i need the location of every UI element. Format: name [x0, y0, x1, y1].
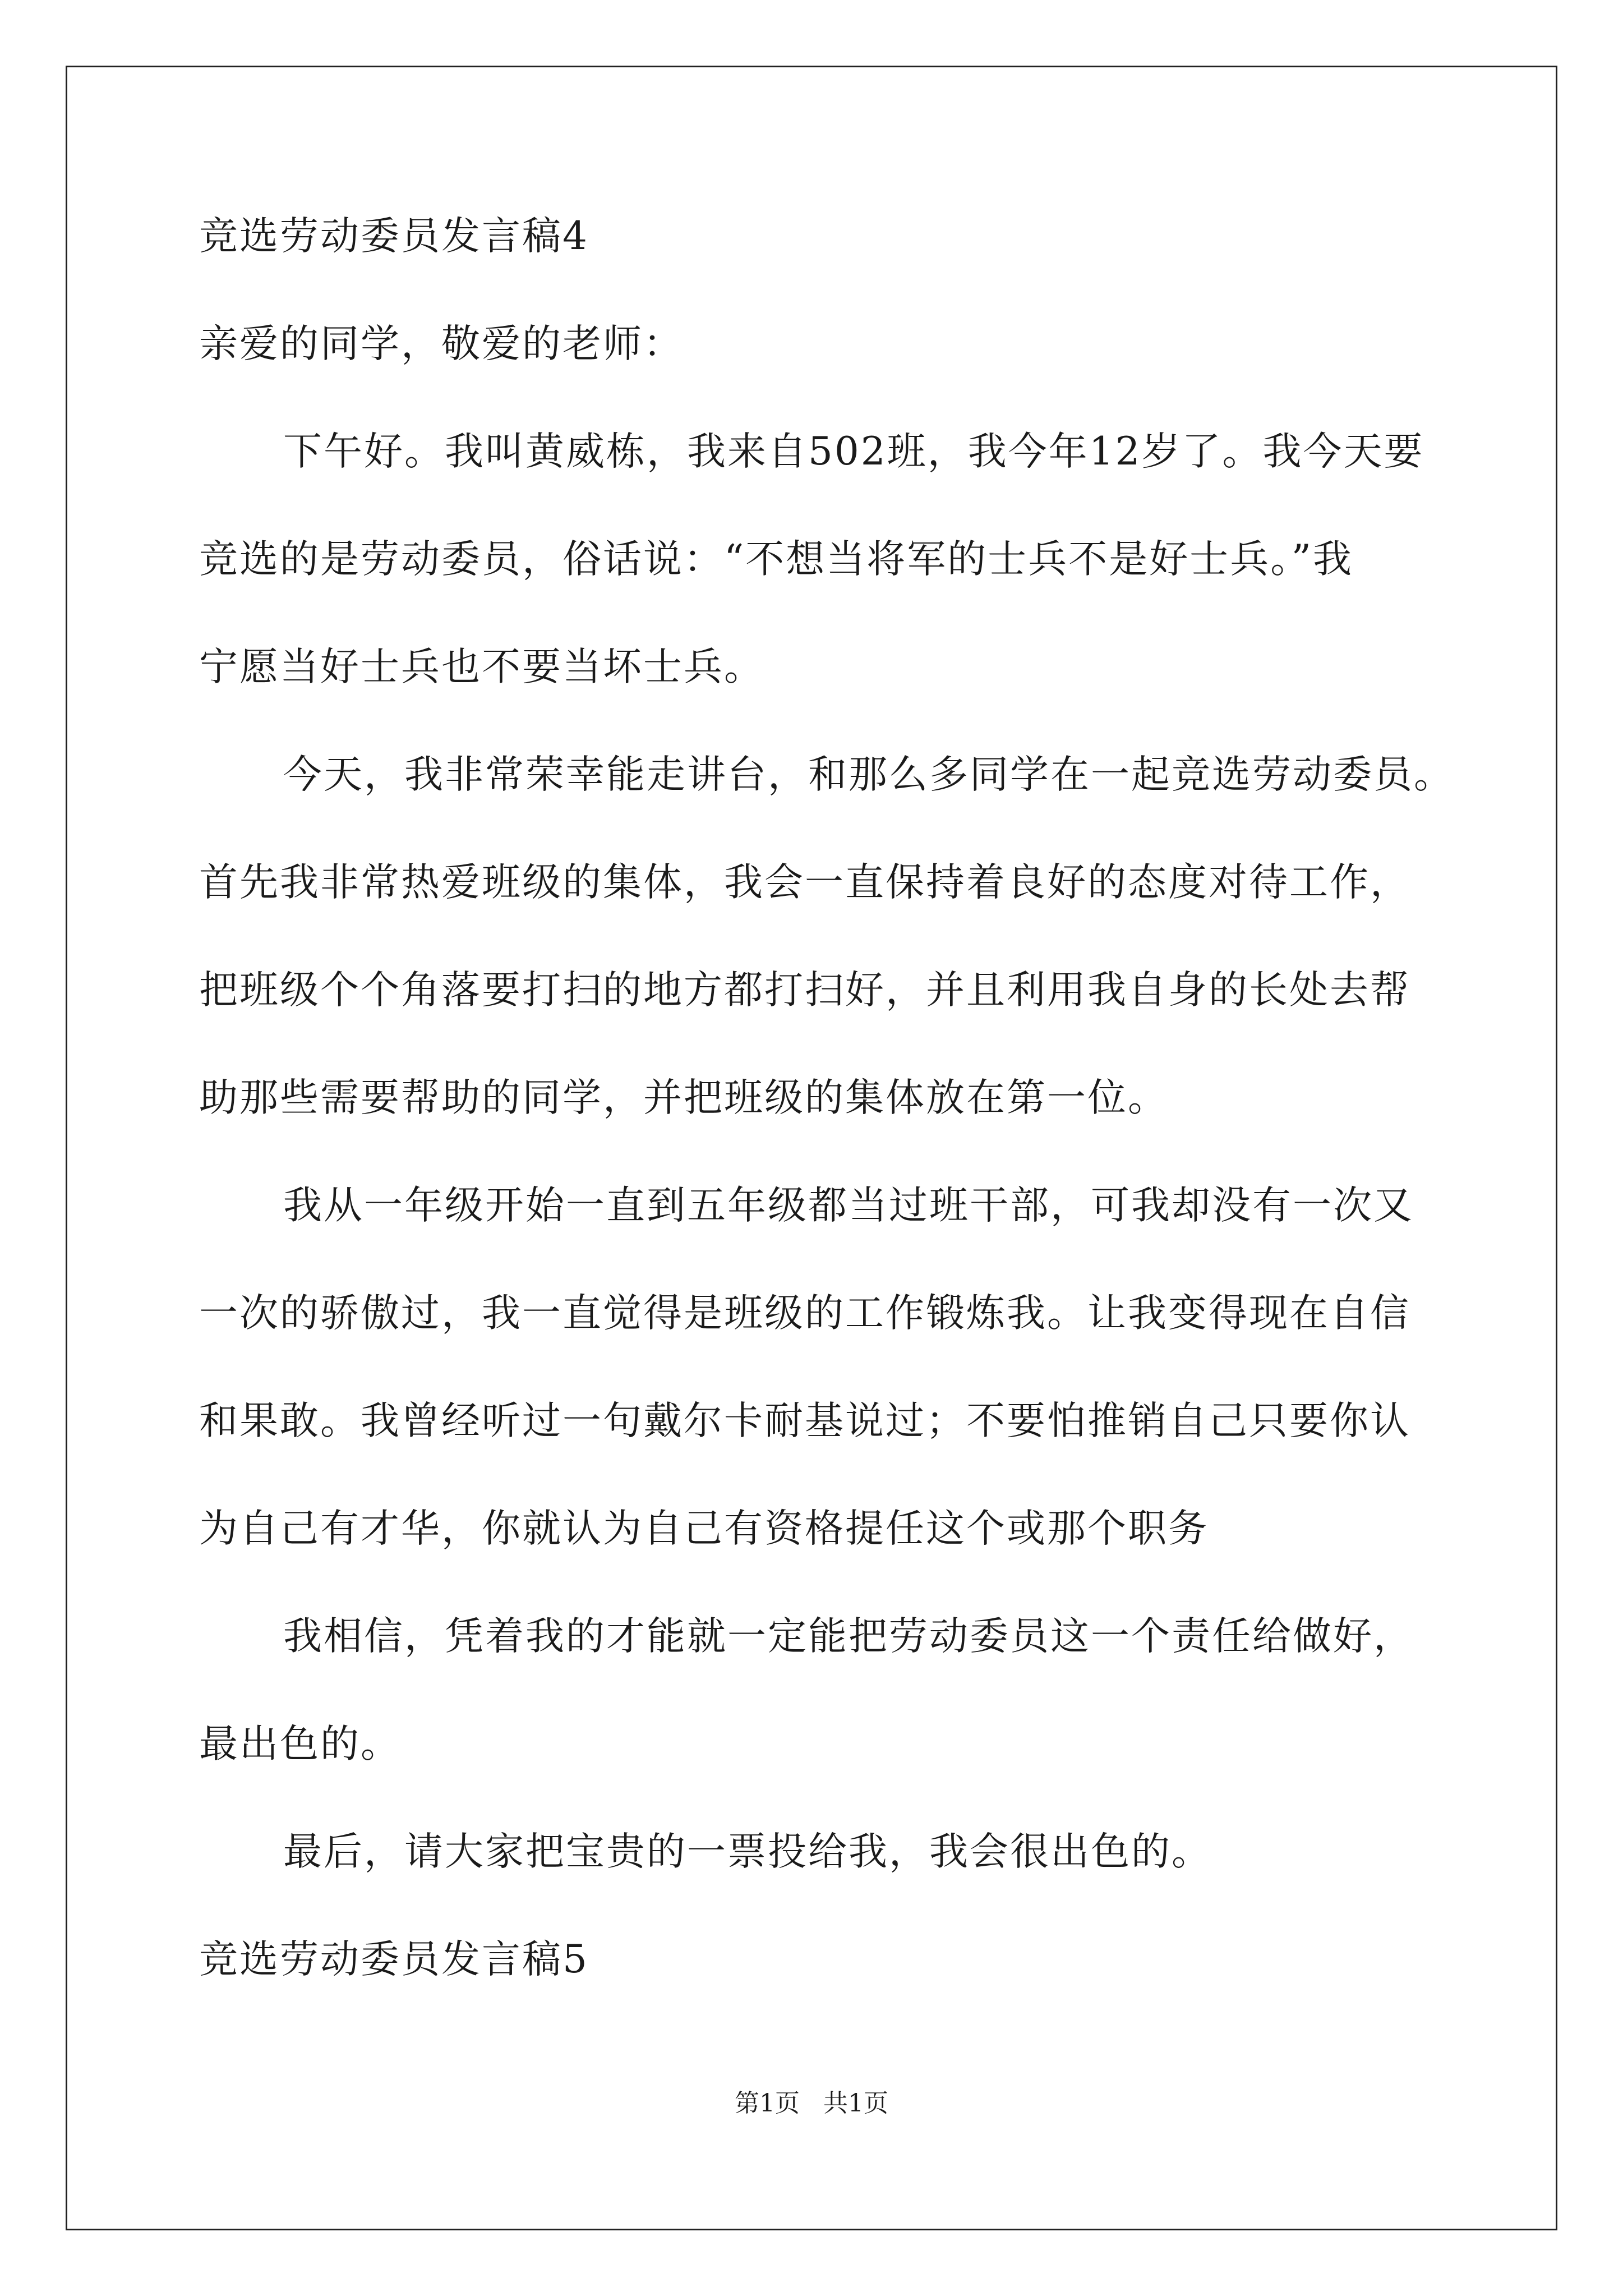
- page-border: [66, 66, 1557, 2230]
- paragraph-3-line-4: 为自己有才华，你就认为自己有资格提任这个或那个职务: [199, 1506, 1209, 1551]
- section-heading-4: 竞选劳动委员发言稿4: [199, 214, 589, 259]
- paragraph-2-line-1: 今天，我非常荣幸能走讲台，和那么多同学在一起竞选劳动委员。: [283, 752, 1454, 797]
- paragraph-3-line-2: 一次的骄傲过，我一直觉得是班级的工作锻炼我。让我变得现在自信: [199, 1291, 1410, 1336]
- paragraph-3-line-3: 和果敢。我曾经听过一句戴尔卡耐基说过；不要怕推销自己只要你认: [199, 1398, 1410, 1443]
- paragraph-2-line-4: 助那些需要帮助的同学，并把班级的集体放在第一位。: [199, 1075, 1168, 1120]
- section-heading-5: 竞选劳动委员发言稿5: [199, 1937, 589, 1982]
- paragraph-4-line-1: 我相信，凭着我的才能就一定能把劳动委员这一个责任给做好，: [283, 1614, 1414, 1659]
- paragraph-3-line-1: 我从一年级开始一直到五年级都当过班干部，可我却没有一次又: [283, 1183, 1414, 1228]
- paragraph-1-line-3: 宁愿当好士兵也不要当坏士兵。: [199, 645, 764, 689]
- paragraph-2-line-3: 把班级个个角落要打扫的地方都打扫好，并且利用我自身的长处去帮: [199, 968, 1410, 1013]
- page-number-footer: 第1页 共1页: [735, 2089, 888, 2118]
- paragraph-1-line-2: 竞选的是劳动委员，俗话说：“不想当将军的士兵不是好士兵。”我: [199, 537, 1354, 582]
- paragraph-5-line-1: 最后，请大家把宝贵的一票投给我，我会很出色的。: [283, 1829, 1212, 1874]
- paragraph-1-line-1: 下午好。我叫黄威栋，我来自502班，我今年12岁了。我今天要: [283, 429, 1424, 474]
- paragraph-4-line-2: 最出色的。: [199, 1722, 401, 1766]
- salutation: 亲爱的同学，敬爱的老师：: [199, 321, 684, 366]
- paragraph-2-line-2: 首先我非常热爱班级的集体，我会一直保持着良好的态度对待工作，: [199, 860, 1410, 905]
